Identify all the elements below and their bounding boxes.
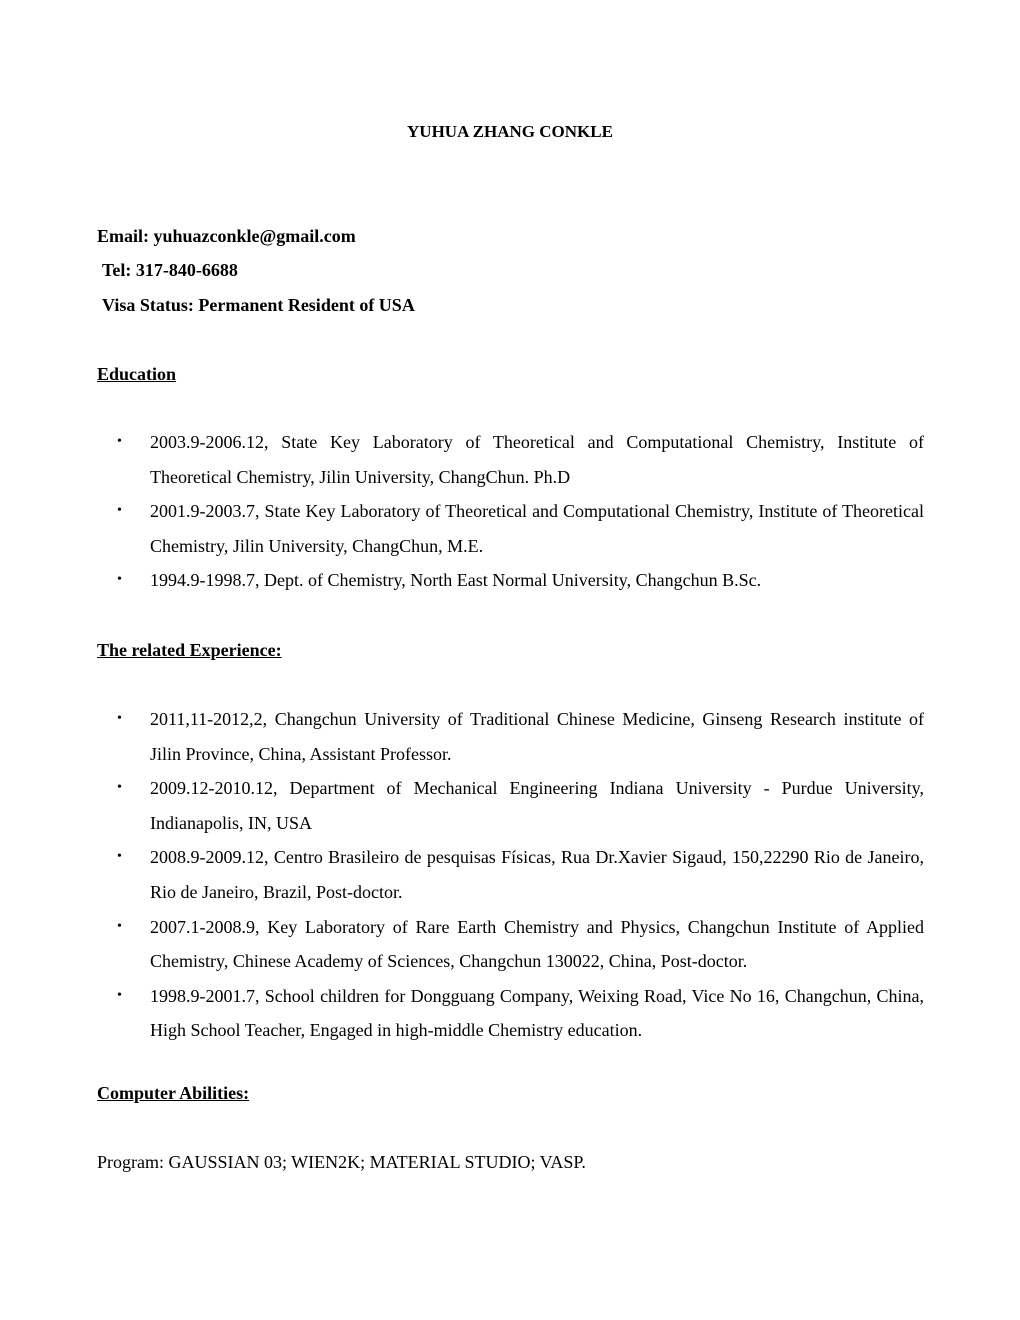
education-item-text: 1994.9-1998.7, Dept. of Chemistry, North East Normal University, Changchun B.Sc. <box>150 570 762 591</box>
bullet-icon: • <box>117 849 122 865</box>
experience-item <box>97 979 924 1048</box>
education-item <box>97 563 924 598</box>
bullet-icon: • <box>117 434 122 449</box>
experience-item-text: 2008.9-2009.12, Centro Brasileiro de pesquisas Físicas, Rua Dr.Xavier Sigaud, 150,22290 Rio de Janeiro, Rio de Janeiro, Brazil, Post-doctor. <box>150 847 924 902</box>
experience-item <box>97 910 924 979</box>
experience-list <box>97 702 924 1048</box>
bullet-icon: • <box>117 711 122 726</box>
contact-tel: Tel: 317-840-6688 <box>102 260 238 280</box>
experience-item-text: 1998.9-2001.7, School children for Dongguang Company, Weixing Road, Vice No 16, Changchun, China, High School Teacher, Engaged in high-middle Chemistry education. <box>150 985 924 1041</box>
education-item <box>97 494 924 563</box>
bullet-icon: • <box>117 780 122 796</box>
bullet-icon: • <box>117 918 122 934</box>
bullet-icon: • <box>117 572 122 588</box>
experience-item <box>97 840 924 909</box>
education-heading: Education <box>97 364 177 384</box>
computer-abilities-heading: Computer Abilities: <box>97 1083 250 1103</box>
contact-email: Email: yuhuazconkle@gmail.com <box>97 226 356 246</box>
experience-item-text: 2009.12-2010.12, Department of Mechanical Engineering Indiana University - Purdue University, Indianapolis, IN, USA <box>150 778 924 833</box>
contact-visa-status: Visa Status: Permanent Resident of USA <box>102 295 415 315</box>
education-item-text: 2003.9-2006.12, State Key Laboratory of Theoretical and Computational Chemistry, Institute of Theoretical Chemistry, Jilin University, ChangChun. Ph.D <box>150 432 924 487</box>
education-list <box>97 425 924 598</box>
bullet-icon: • <box>117 503 122 519</box>
bullet-icon: • <box>117 987 122 1003</box>
education-item <box>97 425 924 494</box>
experience-item <box>97 771 924 840</box>
experience-item-text: 2007.1-2008.9, Key Laboratory of Rare Earth Chemistry and Physics, Changchun Institute of Applied Chemistry, Chinese Academy of Sciences, Changchun 130022, China, Post-doctor. <box>150 916 924 972</box>
page-title: YUHUA ZHANG CONKLE <box>407 122 613 141</box>
program-list-text: Program: GAUSSIAN 03; WIEN2K; MATERIAL STUDIO; VASP. <box>97 1152 586 1172</box>
experience-item-text: 2011,11-2012,2, Changchun University of Traditional Chinese Medicine, Ginseng Research institute of Jilin Province, China, Assistant Professor. <box>150 709 924 764</box>
experience-item <box>97 702 924 771</box>
experience-heading: The related Experience: <box>97 640 282 660</box>
education-item-text: 2001.9-2003.7, State Key Laboratory of Theoretical and Computational Chemistry, Institute of Theoretical Chemistry, Jilin University, ChangChun, M.E. <box>150 501 924 556</box>
